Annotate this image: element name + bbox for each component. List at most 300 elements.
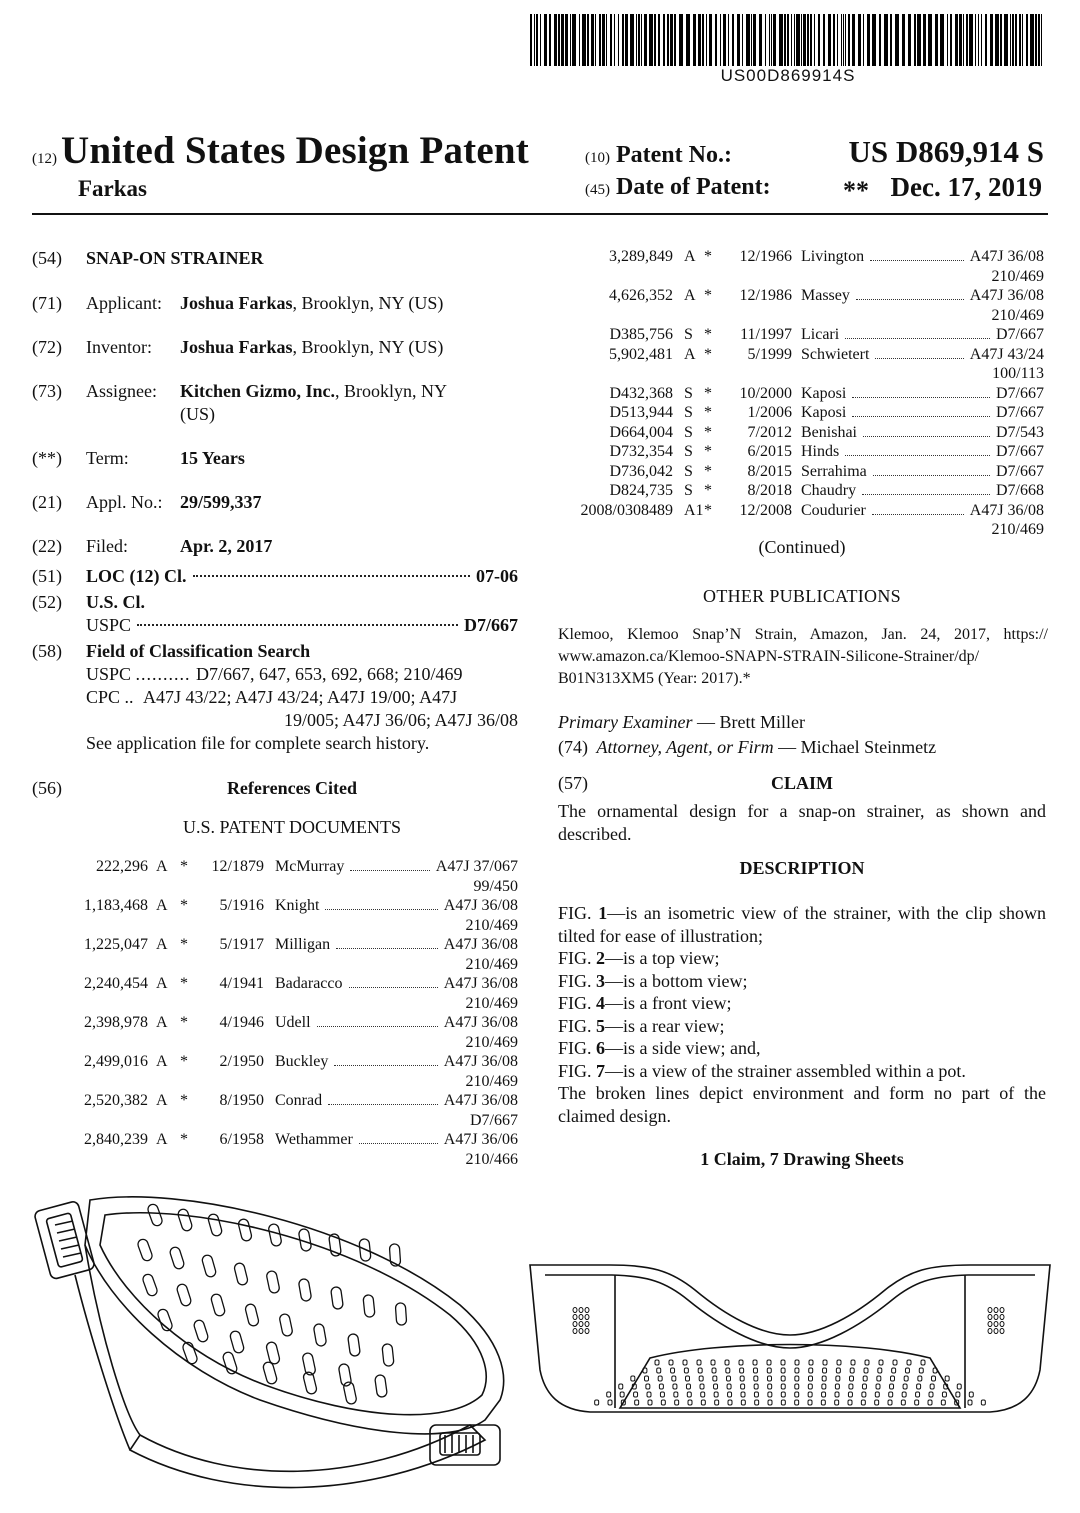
- inventor-field: (72) Inventor: Joshua Farkas, Brooklyn, NY (US): [32, 337, 444, 357]
- barcode-bar: [902, 14, 905, 66]
- vent-hole: [579, 1308, 583, 1313]
- barcode-bar: [872, 14, 876, 66]
- broken-lines-note: The broken lines depict environment and form no part of the claimed design.: [558, 1083, 1046, 1126]
- mesh-slot: [607, 1392, 611, 1397]
- barcode-bar: [674, 14, 676, 66]
- reference-kind: A: [156, 936, 168, 953]
- application-number: 29/599,337: [180, 492, 262, 512]
- barcode-bar: [1019, 14, 1021, 66]
- mesh-slot: [848, 1392, 852, 1397]
- mesh-slot: [660, 1392, 664, 1397]
- strainer-slot: [363, 1295, 375, 1318]
- reference-class: A47J 36/08: [443, 1053, 518, 1070]
- reference-date: 11/1997: [740, 326, 792, 343]
- leader-dots: [856, 299, 964, 300]
- filed-field: (22) Filed: Apr. 2, 2017: [32, 535, 522, 558]
- mesh-slot: [892, 1368, 896, 1373]
- reference-date: 8/2018: [747, 482, 792, 499]
- mesh-slot: [981, 1400, 985, 1405]
- reference-name: Buckley: [275, 1053, 329, 1070]
- mesh-slot: [635, 1400, 639, 1405]
- reference-number: D385,756: [609, 326, 673, 343]
- strainer-slot: [210, 1293, 226, 1317]
- reference-name: Coudurier: [801, 501, 866, 519]
- barcode-bar: [791, 14, 792, 66]
- us-class-field: (52) U.S. Cl. USPC D7/667: [32, 592, 518, 635]
- leader-dots: [328, 1104, 438, 1105]
- mesh-slot: [862, 1384, 866, 1389]
- barcode-bar: [978, 14, 979, 66]
- reference-kind: A: [156, 975, 168, 992]
- vent-hole: [579, 1329, 583, 1334]
- mesh-slot: [875, 1392, 879, 1397]
- reference-cited-by-examiner: *: [180, 1053, 188, 1070]
- vent-hole: [585, 1308, 589, 1313]
- mesh-slot: [957, 1384, 961, 1389]
- reference-kind: A1: [684, 501, 704, 519]
- barcode-bar: [990, 14, 993, 66]
- reference-number: 2,840,239: [84, 1131, 148, 1148]
- reference-row: [558, 325, 1046, 345]
- reference-number: 222,296: [96, 858, 148, 875]
- reference-class-secondary: 210/469: [991, 521, 1044, 538]
- mesh-slot: [672, 1376, 676, 1381]
- reference-date: 1/2006: [747, 404, 792, 421]
- reference-cited-by-examiner: *: [704, 462, 712, 480]
- reference-class-secondary: D7/667: [470, 1111, 518, 1129]
- mesh-slot: [645, 1376, 649, 1381]
- reference-cited-by-examiner: *: [180, 975, 188, 992]
- strainer-slot: [382, 1344, 394, 1367]
- reference-date: 12/1986: [739, 287, 792, 304]
- leader-dots: [845, 338, 990, 339]
- reference-class-secondary: 210/466: [465, 1150, 518, 1168]
- mesh-slot: [907, 1360, 911, 1365]
- mesh-slot: [864, 1368, 868, 1373]
- vent-hole: [585, 1322, 589, 1327]
- mesh-outline: [620, 1345, 960, 1409]
- reference-row: [558, 345, 1046, 384]
- mesh-slot: [674, 1392, 678, 1397]
- mesh-slot: [740, 1368, 744, 1373]
- strainer-slot: [207, 1213, 223, 1237]
- mesh-slot: [919, 1368, 923, 1373]
- barcode-bar: [579, 14, 580, 66]
- front-strainer-drawing: [520, 1260, 1060, 1430]
- reference-class: A47J 36/08: [443, 975, 518, 992]
- strainer-slot: [298, 1278, 312, 1301]
- mesh-slot: [836, 1368, 840, 1373]
- mesh-slots: [595, 1360, 986, 1405]
- mesh-slot: [781, 1376, 785, 1381]
- mesh-slot: [673, 1384, 677, 1389]
- reference-name: Wethammer: [275, 1131, 353, 1148]
- barcode-bar: [1000, 14, 1002, 66]
- reference-class: A47J 37/067: [435, 858, 518, 875]
- reference-date: 6/2015: [747, 443, 792, 460]
- reference-cited-by-examiner: *: [180, 897, 188, 914]
- barcode-bar: [950, 14, 952, 66]
- strainer-slot: [229, 1330, 245, 1354]
- barcode-bar: [753, 14, 756, 66]
- reference-class-secondary: 210/469: [465, 994, 518, 1012]
- title-field: (54) SNAP-ON STRAINER: [32, 248, 264, 268]
- reference-cited-by-examiner: *: [704, 423, 712, 441]
- reference-row: [32, 1013, 522, 1052]
- barcode-bar: [540, 14, 541, 66]
- vent-hole: [573, 1322, 577, 1327]
- strainer-slot: [262, 1361, 278, 1385]
- barcode-bar: [810, 14, 812, 66]
- mesh-slot: [740, 1376, 744, 1381]
- reference-row: [32, 1052, 522, 1091]
- continued-label: (Continued): [758, 537, 846, 557]
- mesh-slot: [727, 1384, 731, 1389]
- date-label-text: Date of Patent:: [616, 174, 771, 200]
- barcode: [528, 14, 1048, 66]
- barcode-bar: [746, 14, 750, 66]
- mesh-slot: [916, 1392, 920, 1397]
- mesh-slot: [687, 1392, 691, 1397]
- reference-name: Milligan: [275, 936, 331, 953]
- vent-hole: [994, 1322, 998, 1327]
- barcode-bar: [614, 14, 615, 66]
- mesh-slot: [712, 1368, 716, 1373]
- mesh-slot: [821, 1400, 825, 1405]
- barcode-bar: [606, 14, 607, 66]
- mesh-slot: [932, 1376, 936, 1381]
- reference-cited-by-examiner: *: [180, 858, 188, 875]
- mesh-slot: [878, 1368, 882, 1373]
- loc-class-field: (51) LOC (12) Cl. 07-06: [32, 566, 518, 586]
- barcode-bar: [975, 14, 976, 66]
- vent-hole: [579, 1315, 583, 1320]
- barcode-bar: [843, 14, 844, 66]
- barcode-bar: [796, 14, 800, 66]
- barcode-bar: [654, 14, 656, 66]
- reference-name: McMurray: [275, 858, 345, 875]
- vent-hole: [988, 1322, 992, 1327]
- barcode-bar: [1038, 14, 1040, 66]
- other-publications-heading: OTHER PUBLICATIONS: [703, 586, 901, 606]
- mesh-slot: [928, 1400, 932, 1405]
- mesh-slot: [930, 1384, 934, 1389]
- reference-cited-by-examiner: *: [704, 443, 712, 460]
- barcode-bar: [565, 14, 568, 66]
- reference-class: A47J 36/08: [969, 287, 1044, 304]
- strainer-outline: [530, 1265, 1050, 1412]
- barcode-bar: [794, 14, 795, 66]
- vent-hole: [988, 1308, 992, 1313]
- reference-kind: A: [684, 248, 696, 265]
- barcode-bar: [599, 14, 601, 66]
- barcode-bar: [765, 14, 766, 66]
- mesh-slot: [795, 1384, 799, 1389]
- reference-date: 12/2008: [739, 501, 792, 519]
- mesh-slot: [822, 1392, 826, 1397]
- strainer-slot: [237, 1218, 252, 1242]
- reference-number: 5,902,481: [609, 345, 673, 363]
- barcode-bar: [1026, 14, 1028, 66]
- vent-hole: [994, 1308, 998, 1313]
- vent-hole: [1000, 1308, 1004, 1313]
- mesh-slot: [891, 1376, 895, 1381]
- barcode-bar: [536, 14, 538, 66]
- barcode-bar: [908, 14, 911, 66]
- barcode-bar: [572, 14, 576, 66]
- reference-class: D7/667: [996, 443, 1044, 460]
- strainer-slots: [137, 1203, 407, 1405]
- mesh-slot: [767, 1360, 771, 1365]
- mesh-slot: [714, 1392, 718, 1397]
- barcode-bar: [879, 14, 881, 66]
- mesh-slot: [768, 1384, 772, 1389]
- reference-class-secondary: 210/469: [465, 1072, 518, 1090]
- strainer-slot: [279, 1313, 293, 1337]
- date-of-patent: Dec. 17, 2019: [890, 172, 1042, 202]
- mesh-slot: [768, 1376, 772, 1381]
- barcode-bar: [622, 14, 624, 66]
- barcode-bar: [818, 14, 820, 66]
- barcode-bar: [618, 14, 619, 66]
- mesh-slot: [699, 1376, 703, 1381]
- leader-dots: [317, 1026, 438, 1027]
- mesh-slot: [879, 1360, 883, 1365]
- references-left-list: [32, 857, 522, 1169]
- barcode-bar: [759, 14, 762, 66]
- reference-row: [558, 403, 1046, 423]
- reference-cited-by-examiner: *: [180, 936, 188, 953]
- mesh-slot: [658, 1376, 662, 1381]
- reference-row: [32, 1091, 522, 1130]
- barcode-bar: [702, 14, 704, 66]
- barcode-bar: [709, 14, 712, 66]
- barcode-bar: [544, 14, 547, 66]
- reference-class-secondary: 210/469: [991, 267, 1044, 285]
- applicant-name: Joshua Farkas: [180, 293, 293, 313]
- reference-cited-by-examiner: *: [704, 501, 712, 519]
- primary-examiner: Primary Examiner — Brett Miller: [558, 712, 805, 732]
- strainer-slot: [201, 1254, 217, 1278]
- mesh-slot: [837, 1360, 841, 1365]
- vent-hole: [585, 1315, 589, 1320]
- reference-row: [558, 462, 1046, 482]
- mesh-slot: [795, 1376, 799, 1381]
- reference-cited-by-examiner: *: [704, 287, 712, 304]
- figure-description: FIG. 2—is a top view;: [558, 948, 720, 968]
- reference-number: D664,004: [609, 423, 673, 441]
- strainer-slot: [157, 1308, 174, 1332]
- reference-date: 10/2000: [739, 384, 792, 402]
- mesh-slot: [686, 1384, 690, 1389]
- strainer-slot: [244, 1303, 259, 1327]
- reference-date: 6/1958: [219, 1131, 264, 1148]
- claim-heading: (57) CLAIM: [558, 773, 833, 793]
- inventor-surname: Farkas: [78, 176, 147, 201]
- barcode-bar: [610, 14, 612, 66]
- barcode-bar: [663, 14, 665, 66]
- barcode-bar: [828, 14, 831, 66]
- vent-hole: [1000, 1315, 1004, 1320]
- mesh-slot: [715, 1400, 719, 1405]
- barcode-bar: [923, 14, 926, 66]
- barcode-bar: [693, 14, 696, 66]
- us-class: D7/667: [464, 615, 518, 635]
- term-value: 15 Years: [180, 448, 245, 468]
- barcode-bar: [814, 14, 815, 66]
- barcode-bar: [742, 14, 743, 66]
- mesh-slot: [875, 1400, 879, 1405]
- vent-hole: [585, 1329, 589, 1334]
- barcode-bar: [779, 14, 783, 66]
- search-uspc: D7/667, 647, 653, 692, 668; 210/469: [196, 664, 463, 684]
- mesh-slot: [659, 1384, 663, 1389]
- reference-number: D732,354: [609, 443, 673, 460]
- mesh-slot: [700, 1384, 704, 1389]
- attorney-name: Michael Steinmetz: [800, 737, 937, 757]
- assignee-name: Kitchen Gizmo, Inc.: [180, 381, 335, 401]
- reference-number: D824,735: [609, 482, 673, 499]
- date-stars: **: [843, 176, 869, 205]
- barcode-bar: [1041, 14, 1042, 66]
- strainer-slot: [265, 1341, 280, 1365]
- reference-name: Conrad: [275, 1092, 323, 1109]
- barcode-bar: [784, 14, 786, 66]
- barcode-bar: [895, 14, 899, 66]
- reference-date: 5/1999: [747, 345, 792, 363]
- barcode-bar: [732, 14, 734, 66]
- mesh-slot: [643, 1368, 647, 1373]
- mesh-slot: [917, 1384, 921, 1389]
- vent-hole: [1000, 1329, 1004, 1334]
- code-10: (10): [585, 150, 610, 166]
- vent-hole: [994, 1329, 998, 1334]
- mesh-slot: [941, 1400, 945, 1405]
- mesh-slot: [669, 1360, 673, 1365]
- barcode-bar: [969, 14, 973, 66]
- side-vent-holes: [573, 1308, 1004, 1334]
- mesh-slot: [835, 1384, 839, 1389]
- reference-row: [558, 481, 1046, 501]
- mesh-slot: [728, 1400, 732, 1405]
- code-12: (12): [32, 151, 57, 167]
- reference-kind: S: [684, 482, 693, 499]
- strainer-slot: [375, 1374, 388, 1397]
- strainer-rim-outer: [85, 1197, 504, 1434]
- strainer-slot: [266, 1270, 280, 1294]
- vent-hole: [994, 1315, 998, 1320]
- reference-kind: A: [156, 1092, 168, 1109]
- mesh-slot: [701, 1400, 705, 1405]
- mesh-slot: [754, 1376, 758, 1381]
- reference-number: D736,042: [609, 462, 673, 480]
- barcode-bar: [1010, 14, 1011, 66]
- reference-number: 3,289,849: [609, 248, 673, 265]
- mesh-slot: [795, 1368, 799, 1373]
- barcode-bar: [570, 14, 571, 66]
- reference-date: 8/1950: [219, 1092, 264, 1109]
- reference-class-secondary: 99/450: [473, 877, 518, 895]
- reference-row: [558, 501, 1046, 540]
- reference-class: D7/667: [996, 384, 1044, 402]
- mesh-slot: [781, 1384, 785, 1389]
- mesh-slot: [942, 1392, 946, 1397]
- reference-kind: A: [684, 345, 696, 363]
- code-45: (45): [585, 182, 610, 198]
- mesh-slot: [753, 1368, 757, 1373]
- leader-dots: [872, 514, 964, 515]
- barcode-bar: [630, 14, 634, 66]
- reference-date: 8/2015: [747, 462, 792, 480]
- assignee-field: (73) Assignee: Kitchen Gizmo, Inc., Brooklyn, NY (US): [32, 381, 447, 424]
- patent-number: US D869,914 S: [848, 134, 1044, 169]
- barcode-bar: [848, 14, 850, 66]
- invention-title: SNAP-ON STRAINER: [86, 248, 264, 268]
- barcode-bar: [917, 14, 921, 66]
- mesh-slot: [675, 1400, 679, 1405]
- barcode-bar: [670, 14, 673, 66]
- barcode-bar: [966, 14, 968, 66]
- barcode-bar: [771, 14, 772, 66]
- mesh-slot: [956, 1392, 960, 1397]
- mesh-slot: [620, 1392, 624, 1397]
- mesh-slot: [849, 1384, 853, 1389]
- mesh-slot: [647, 1392, 651, 1397]
- mesh-slot: [768, 1392, 772, 1397]
- mesh-slot: [905, 1368, 909, 1373]
- barcode-bar: [981, 14, 982, 66]
- mesh-slot: [683, 1360, 687, 1365]
- strainer-slot: [177, 1208, 193, 1232]
- mesh-slot: [835, 1392, 839, 1397]
- leader-dots: [325, 909, 437, 910]
- barcode-bar: [582, 14, 586, 66]
- us-patent-documents-heading: U.S. PATENT DOCUMENTS: [182, 817, 402, 837]
- vent-hole: [1000, 1322, 1004, 1327]
- reference-class: D7/667: [996, 462, 1044, 480]
- mesh-slot: [850, 1368, 854, 1373]
- mesh-slot: [714, 1384, 718, 1389]
- strainer-slot: [268, 1223, 282, 1247]
- barcode-bar: [1015, 14, 1017, 66]
- reference-date: 5/1916: [219, 897, 264, 914]
- barcode-bar: [801, 14, 802, 66]
- applicant-field: (71) Applicant: Joshua Farkas, Brooklyn, NY (US): [32, 293, 444, 313]
- barcode-bar: [658, 14, 660, 66]
- mesh-slot: [608, 1400, 612, 1405]
- mesh-slot: [671, 1368, 675, 1373]
- mesh-slot: [741, 1400, 745, 1405]
- mesh-slot: [697, 1360, 701, 1365]
- mesh-slot: [754, 1384, 758, 1389]
- barcode-bar: [884, 14, 888, 66]
- reference-class: A47J 36/08: [443, 1092, 518, 1109]
- barcode-bar: [728, 14, 729, 66]
- mesh-slot: [741, 1384, 745, 1389]
- reference-class-secondary: 100/113: [992, 365, 1044, 382]
- barcode-bar: [530, 14, 532, 66]
- examiner-name: Brett Miller: [719, 712, 805, 732]
- figure-description: FIG. 1—is an isometric view of the strainer, with the clip shown tilted for ease of illustration;: [558, 903, 1046, 946]
- leader-dots: [349, 987, 438, 988]
- barcode-bar: [723, 14, 726, 66]
- mesh-slot: [893, 1360, 897, 1365]
- patent-number-label: [585, 142, 732, 169]
- mesh-slot: [808, 1400, 812, 1405]
- mesh-slot: [809, 1360, 813, 1365]
- mesh-slot: [933, 1368, 937, 1373]
- mesh-slot: [809, 1376, 813, 1381]
